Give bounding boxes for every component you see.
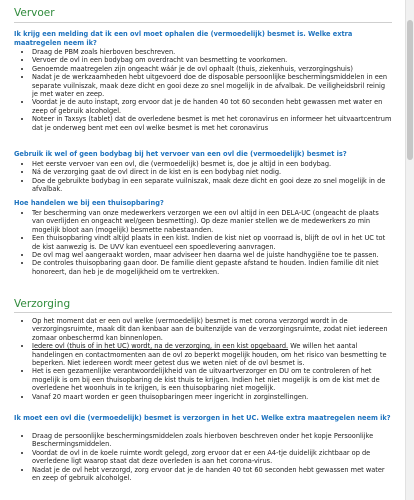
list-item: • Vervoer de ovl in een bodybag om overdracht van besmetting te voorkomen.: [32, 56, 392, 64]
bullet-list: [14, 317, 392, 401]
question-heading: Ik krijg een melding dat ik een ovl moet ophalen die (vermoedelijk) besmet is. Welke extra maatregelen neem ik?: [14, 30, 353, 47]
list-item: • Ná de verzorging gaat de ovl direct in de kist en is een bodybag niet nodig.: [32, 168, 392, 176]
question-heading: Gebruik ik wel of geen bodybag bij het vervoer van een ovl die (vermoedelijk) besmet is?: [14, 150, 347, 158]
list-item: • Ter bescherming van onze medewerkers verzorgen we een ovl altijd in een DELA-UC (ongeacht de plaats van overlijden en ongeacht wel/geen besmetting). Op deze manier stellen we de medewerkers zo min mogelijk bloot aan (mogelijk) besmette nabestaanden.: [32, 209, 392, 234]
list-item: • Het eerste vervoer van een ovl, die (vermoedelijk) besmet is, doe je altijd in een bodybag.: [32, 160, 392, 168]
bullet-list: [14, 209, 392, 276]
question-heading: Hoe handelen we bij een thuisopbaring?: [14, 199, 164, 207]
list-item: • De controles thuisopbaring gaan door. De familie dient gepaste afstand te houden. Indien familie dit niet honoreert, dan heb je de mogelijkheid om te vertrekken.: [32, 259, 392, 276]
bullet-list: [14, 160, 392, 194]
list-item: [32, 342, 392, 367]
vertical-scrollbar[interactable]: [405, 0, 414, 500]
section-divider: [14, 22, 392, 23]
bullet-list: [14, 48, 392, 132]
list-item: • Het is een gezamenlijke verantwoordelijkheid van de uitvaartverzorger en DU om te controleren of het mogelijk is om bij een thuisopbaring de kist thuis te krijgen. Indien het niet mogelijk is om de kist met de overledene het woonhuis in te krijgen, is een thuisopbaring niet mogelijk.: [32, 367, 392, 392]
question-heading: Ik moet een ovl die (vermoedelijk) besmet is verzorgen in het UC. Welke extra maatregelen neem ik?: [14, 414, 391, 422]
section-heading-vervoer: Vervoer: [14, 7, 55, 19]
list-item: • Genoemde maatregelen zijn ongeacht wáár je de ovl ophaalt (thuis, ziekenhuis, verzorgingshuis): [32, 65, 392, 73]
scrollbar-thumb[interactable]: [407, 20, 413, 160]
list-item: • Draag de persoonlijke beschermingsmiddelen zoals hierboven beschreven onder het kopje Persoonlijke Beschermingsmiddelen.: [32, 432, 392, 449]
list-item: • Een thuisopbaring vindt altijd plaats in een kist. Indien de kist niet op voorraad is, blijft de ovl in het UC tot de kist aanwezig is. De UVV kan eventueel een spoedlevering aanvragen.: [32, 234, 392, 251]
list-item: • Nadat je de ovl hebt verzorgd, zorg ervoor dat je de handen 40 tot 60 seconden hebt gewassen met water en zeep of gebruik alcoholgel.: [32, 466, 392, 483]
section-heading-verzorging: Verzorging: [14, 298, 71, 310]
list-item: • Voordat je de auto instapt, zorg ervoor dat je de handen 40 tot 60 seconden hebt gewassen met water en zeep of gebruik alcoholgel.: [32, 98, 392, 115]
list-item: • Draag de PBM zoals hierboven beschreven.: [32, 48, 392, 56]
bullet-list: [14, 432, 392, 482]
underlined-text: Iedere ovl (thuis of in het UC) wordt, na de verzorging, in een kist opgebaard.: [32, 342, 289, 351]
section-divider: [14, 312, 392, 313]
list-item-text: We willen het aantal handelingen en contactmomenten aan de ovl zo beperkt mogelijk houden, om het risico van besmetting te beperken. Niet iedereen wordt meer getest dus we weten niet of de ovl besmet is.: [32, 342, 387, 368]
list-item: • Nadat je de werkzaamheden hebt uitgevoerd doe de disposable persoonlijke beschermingsmiddelen in een separate vuilniszak, maak deze dicht en gooi deze zo snel mogelijk in de afvalbak. De veiligheidsbril reinig je met water en zeep.: [32, 73, 392, 98]
list-item: • De ovl mag wel aangeraakt worden, maar adviseer hen daarna wel de juiste handhygiëne toe te passen.: [32, 251, 392, 259]
list-item: • Noteer in Taxsys (tablet) dat de overledene besmet is met het coronavirus en informeer het uitvaartcentrum dat je onderweg bent met een ovl welke besmet is met het coronavirus: [32, 115, 392, 132]
list-item: • Voordat de ovl in de koele ruimte wordt gelegd, zorg ervoor dat er een A4-tje duidelijk zichtbaar op de overledene ligt waarop staat dat deze overleden is aan het corona-virus.: [32, 449, 392, 466]
list-item: • Vanaf 20 maart worden er geen thuisopbaringen meer ingericht in zorginstellingen.: [32, 393, 392, 401]
list-item: • Doe de gebruikte bodybag in een separate vuilniszak, maak deze dicht en gooi deze zo snel mogelijk in de afvalbak.: [32, 177, 392, 194]
list-item: • Op het moment dat er een ovl welke (vermoedelijk) besmet is met corona verzorgd wordt in de verzorgingsruimte, maak dit dan kenbaar aan de buitenzijde van de verzorgingsruimte, zodat niet iedereen zomaar onbeschermd kan binnenlopen.: [32, 317, 392, 342]
